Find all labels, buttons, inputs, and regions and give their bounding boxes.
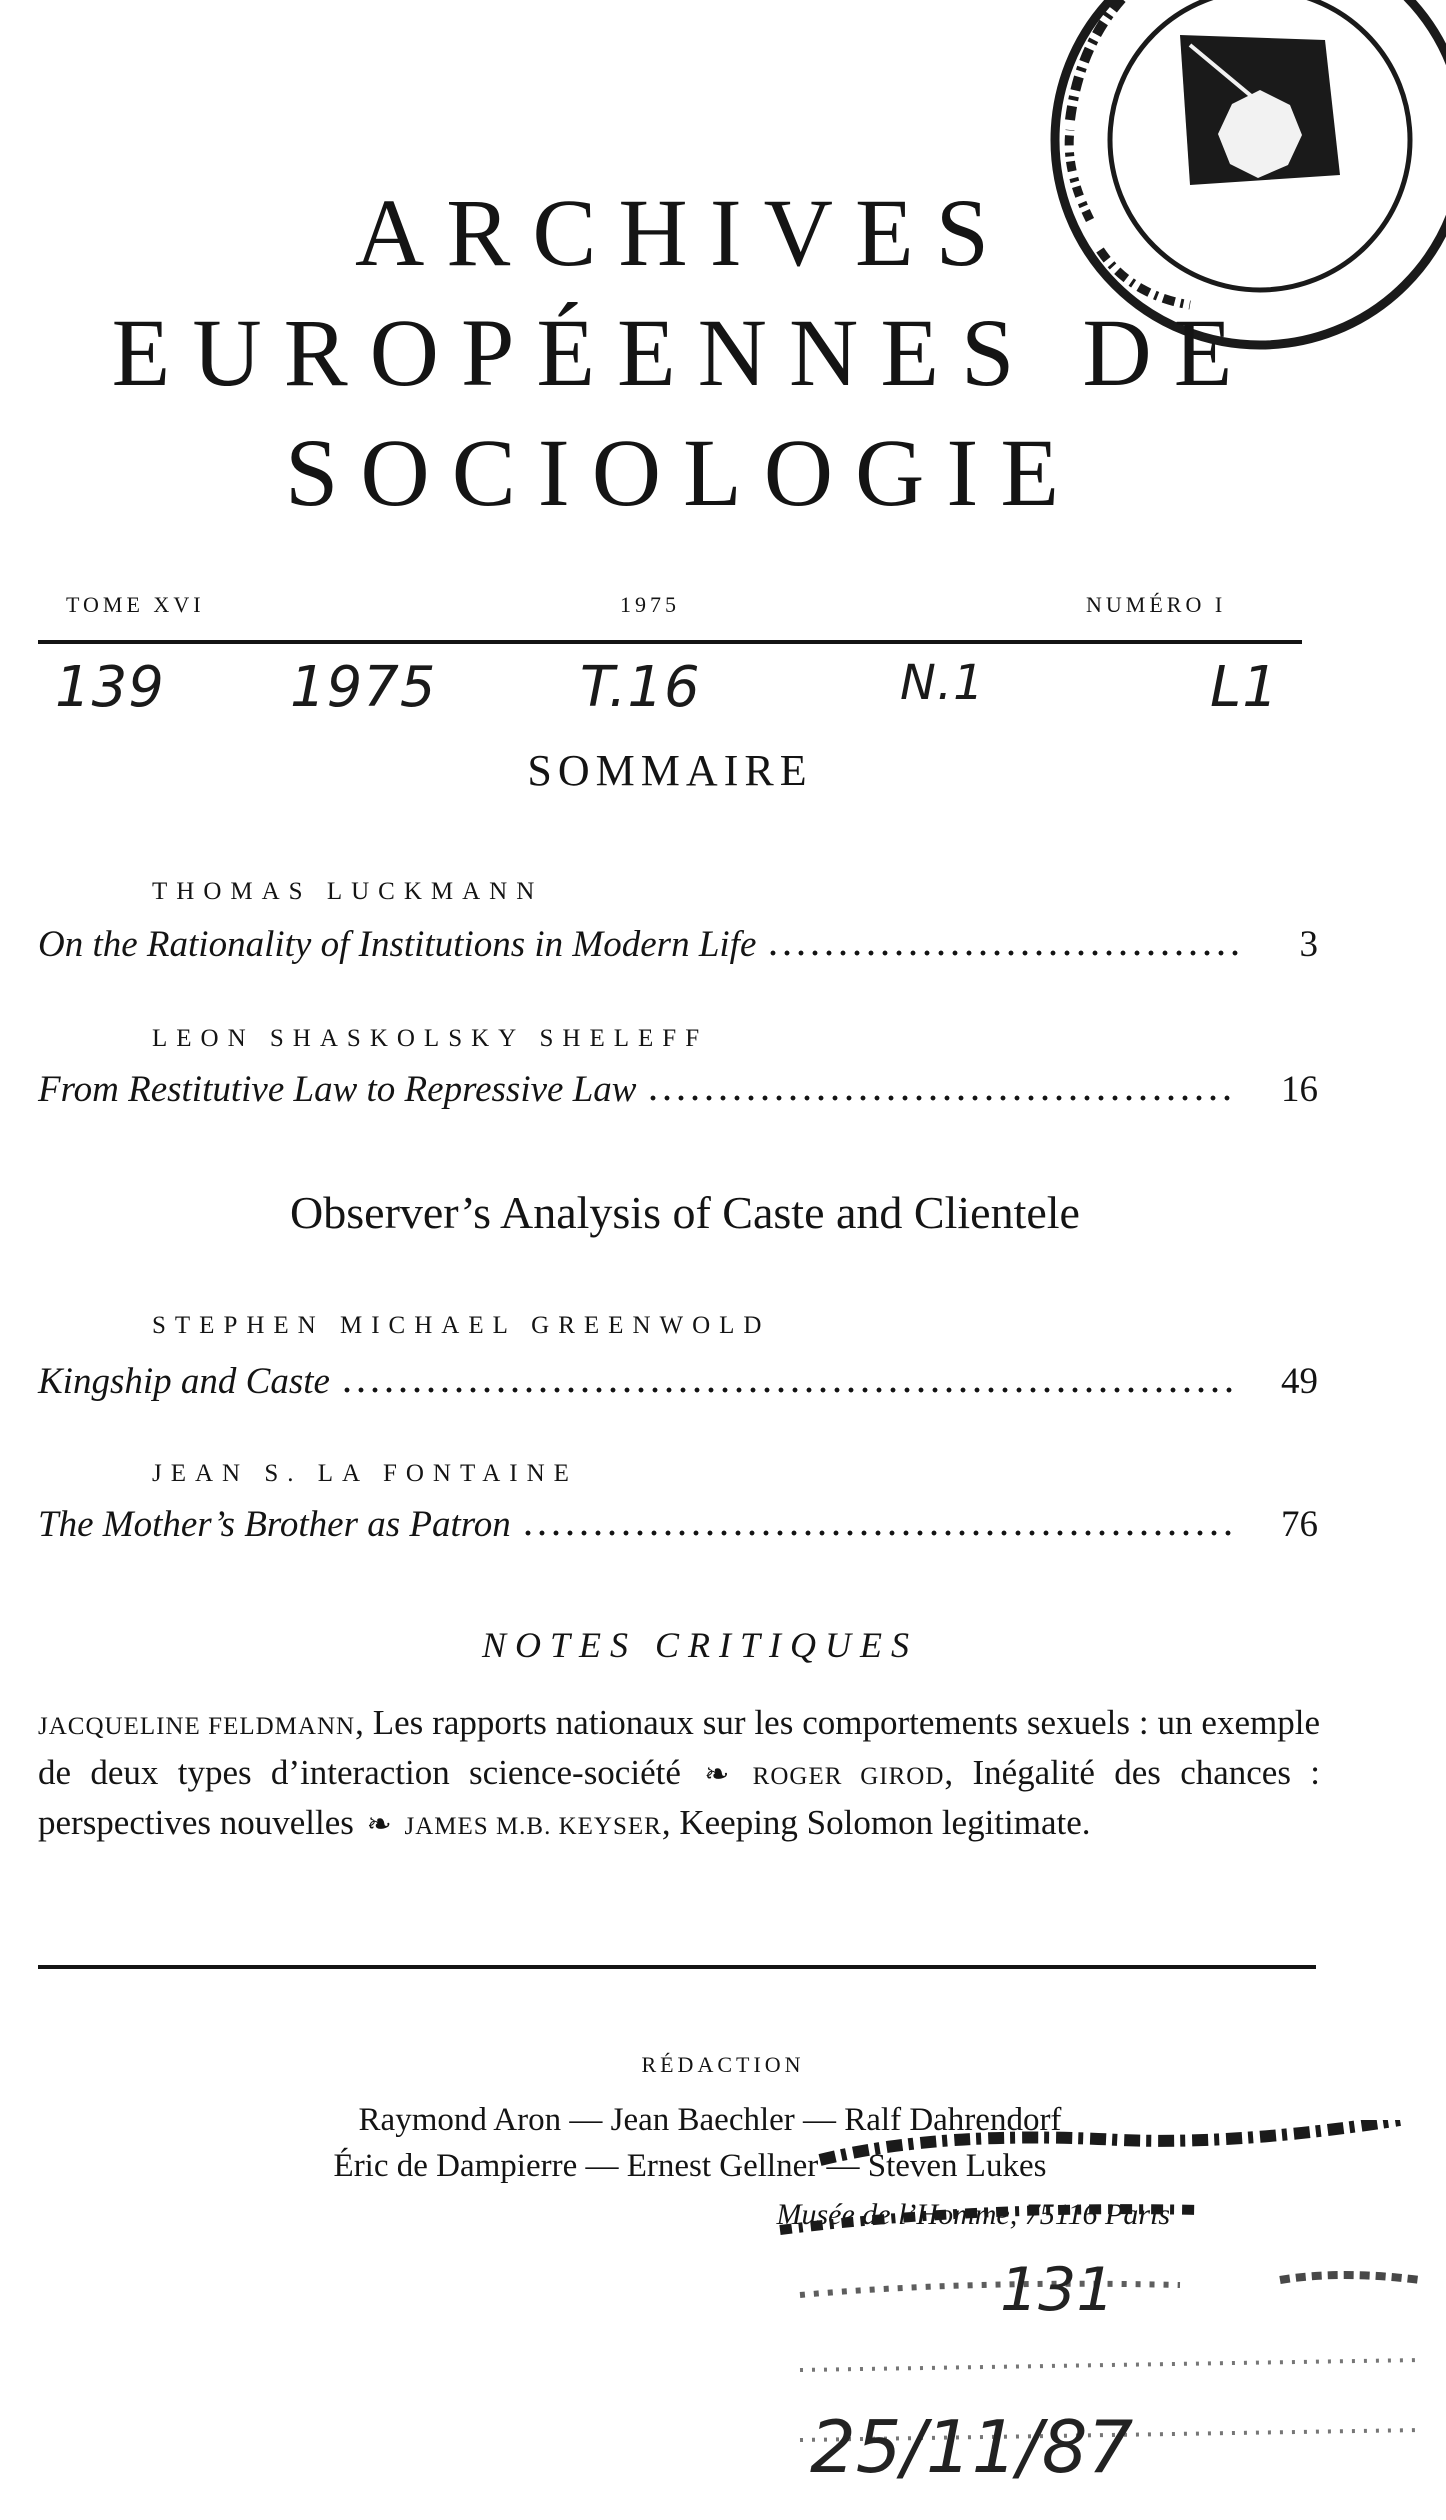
redaction-address: Musée de l’Homme, 75116 Paris [776,2198,1170,2231]
toc-leader-dots [340,1385,1238,1395]
toc-page-number: 16 [1281,1069,1318,1110]
fleuron-icon: ❧ [366,1808,392,1841]
issue-tome: TOME XVI [66,592,205,617]
note-author: ROGER GIROD [752,1763,945,1790]
toc-leader-dots [766,948,1238,958]
note-author: JACQUELINE FELDMANN [38,1713,356,1740]
toc-author: STEPHEN MICHAEL GREENWOLD [152,1312,771,1339]
toc-leader-dots [646,1093,1238,1103]
toc-leader-dots [521,1528,1238,1538]
toc-title: On the Rationality of Institutions in Modern Life [38,924,757,965]
note-text: , Inégalité des chances : perspectives nouvelles [38,1753,1321,1842]
toc-entry[interactable] [38,1503,1318,1549]
toc-title: From Restitutive Law to Repressive Law [38,1069,637,1110]
redaction-editors-line-2: Éric de Dampierre — Ernest Gellner — Steven Lukes [333,2148,1047,2184]
stamp-emblem [1180,35,1340,185]
sommaire-heading: SOMMAIRE [527,746,813,795]
journal-title-line-1: ARCHIVES [354,179,1012,286]
notes-critiques-paragraph [38,1700,1320,1850]
notes-critiques-heading: NOTES CRITIQUES [481,1625,918,1665]
section-title: Observer’s Analysis of Caste and Clientele [290,1187,1080,1238]
toc-page-number: 76 [1281,1504,1318,1545]
toc-author: LEON SHASKOLSKY SHELEFF [152,1025,709,1052]
issue-numero: NUMÉRO I [1086,592,1227,617]
toc-author: JEAN S. LA FONTAINE [152,1460,578,1487]
redaction-label: RÉDACTION [641,2052,805,2077]
note-text: , Les rapports nationaux sur les comportements sexuels : un exemple de deux types d’interaction science-société [38,1703,1320,1792]
toc-entry[interactable] [38,1360,1318,1406]
toc-page-number: 49 [1281,1361,1318,1402]
handwritten-shelf: L1 [1210,655,1279,720]
toc-title: Kingship and Caste [38,1361,330,1402]
toc-title: The Mother’s Brother as Patron [38,1504,511,1545]
toc-entry[interactable] [38,923,1318,969]
handwritten-accession: 139 [55,655,165,720]
stamp-handwritten-number: 131 [1000,2255,1115,2325]
redaction-editors-line-1: Raymond Aron — Jean Baechler — Ralf Dahrendorf [358,2102,1062,2138]
footer-rule [38,1965,1316,1969]
stamp-handwritten-date: 25/11/87 [810,2405,1134,2489]
note-text: , Keeping Solomon legitimate. [661,1803,1091,1842]
toc-page-number: 3 [1299,924,1318,965]
journal-title-line-3: SOCIOLOGIE [285,419,1081,526]
fleuron-icon: ❧ [704,1758,730,1791]
header-rule [38,640,1302,644]
toc-author: THOMAS LUCKMANN [152,878,544,905]
handwritten-numero: N.1 [900,655,985,711]
handwritten-year: 1975 [290,655,437,720]
handwritten-tome: T.16 [580,655,701,720]
note-author: JAMES M.B. KEYSER [404,1813,662,1840]
toc-entry[interactable] [38,1068,1318,1114]
journal-title-line-2: EUROPÉENNES DE [111,299,1255,406]
issue-year: 1975 [620,592,680,617]
